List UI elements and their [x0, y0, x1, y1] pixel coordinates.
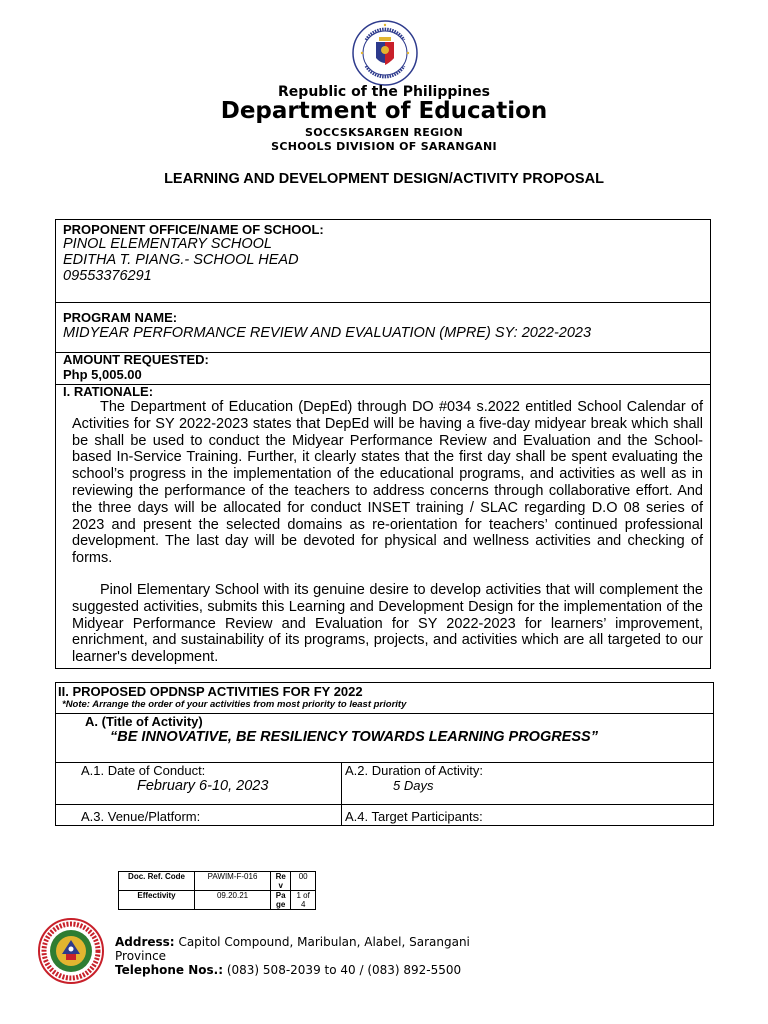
doc-rev-value: 00	[291, 872, 316, 891]
form-title: LEARNING AND DEVELOPMENT DESIGN/ACTIVITY PROPOSAL	[164, 171, 604, 187]
amount-label: AMOUNT REQUESTED:	[63, 352, 209, 367]
division-seal	[38, 918, 104, 984]
address-value: Capitol Compound, Maribulan, Alabel, Sarangani Province	[115, 935, 470, 963]
activities-note: *Note: Arrange the order of your activities from most priority to least priority	[62, 699, 407, 710]
doc-page-value: 1 of 4	[291, 891, 316, 910]
rationale-paragraph-2: Pinol Elementary School with its genuine desire to develop activities that will complement the suggested activities, submits this Learning and Development Design for the implementation of the Midyear Performance Review and Evaluation for SY 2022-2023 for learners’ improvement, enrichment, and sustainability of its programs, projects, and activities which are all targeted to our learner's development.	[72, 582, 703, 666]
republic-heading: Republic of the Philippines	[278, 84, 490, 100]
amount-block	[56, 352, 710, 385]
deped-seal	[352, 20, 418, 86]
school-phone: 09553376291	[63, 268, 152, 284]
activity-title: “BE INNOVATIVE, BE RESILIENCY TOWARDS LEARNING PROGRESS”	[110, 729, 598, 745]
division-heading: SCHOOLS DIVISION OF SARANGANI	[271, 140, 497, 153]
proposal-section-box	[55, 219, 711, 669]
rationale-label: I. RATIONALE:	[63, 384, 154, 399]
footer-telephone	[115, 963, 490, 984]
telephone-label: Telephone Nos.:	[115, 963, 224, 977]
rationale-paragraph-1: The Department of Education (DepEd) through DO #034 s.2022 entitled School Calendar of Activities for SY 2022-2023 states that DepEd will be having a five-day midyear break which shall be shall be used to conduct the Midyear Performance Review and Evaluation and the School-based In-Service Training. Further, it clearly states that the first day shall be spent evaluating the school’s progress in the implementation of the educational programs, and activities as well as in reviewing the performance of the teachers to address concerns through collaborative effort. And the three days will be allocated for conduct INSET training / SLAC regarding D.O 08 series of 2023 and present the selected domains as re-orientation for teachers’ continued professional development. The last day will be devoted for physical and wellness activities and checking of forms.	[72, 399, 703, 567]
activities-section-box	[55, 682, 714, 826]
proponent-label: PROPONENT OFFICE/NAME OF SCHOOL:	[63, 222, 324, 237]
department-heading: Department of Education	[220, 98, 548, 124]
venue-label: A.3. Venue/Platform:	[81, 809, 201, 824]
school-head: EDITHA T. PIANG.- SCHOOL HEAD	[63, 252, 299, 268]
address-label: Address:	[115, 935, 175, 949]
doc-rev-label: Re v	[271, 872, 291, 891]
divider	[341, 762, 342, 825]
divider	[56, 804, 713, 805]
doc-ref-table	[118, 871, 316, 910]
duration-value: 5 Days	[393, 778, 434, 793]
doc-ref-code-label: Doc. Ref. Code	[119, 872, 195, 891]
participants-label: A.4. Target Participants:	[345, 809, 483, 824]
doc-page-label: Pa ge	[271, 891, 291, 910]
footer-address	[115, 935, 490, 963]
telephone-value: (083) 508-2039 to 40 / (083) 892-5500	[226, 963, 462, 977]
date-label: A.1. Date of Conduct:	[81, 763, 206, 778]
program-name: MIDYEAR PERFORMANCE REVIEW AND EVALUATION (MPRE) SY: 2022-2023	[63, 325, 592, 341]
program-label: PROGRAM NAME:	[63, 310, 178, 325]
school-name: PINOL ELEMENTARY SCHOOL	[63, 236, 272, 252]
duration-label: A.2. Duration of Activity:	[345, 763, 484, 778]
region-heading: SOCCSKSARGEN REGION	[305, 126, 463, 139]
doc-ref-code-value: PAWIM-F-016	[195, 872, 271, 891]
proponent-block	[56, 220, 710, 303]
doc-effectivity-label: Effectivity	[119, 891, 195, 910]
date-value: February 6-10, 2023	[137, 778, 269, 794]
activity-title-label: A. (Title of Activity)	[85, 714, 203, 729]
doc-effectivity-value: 09.20.21	[195, 891, 271, 910]
amount-value: Php 5,005.00	[63, 367, 142, 382]
program-block	[56, 302, 710, 353]
activities-label: II. PROPOSED OPDNSP ACTIVITIES FOR FY 2022	[58, 684, 363, 699]
